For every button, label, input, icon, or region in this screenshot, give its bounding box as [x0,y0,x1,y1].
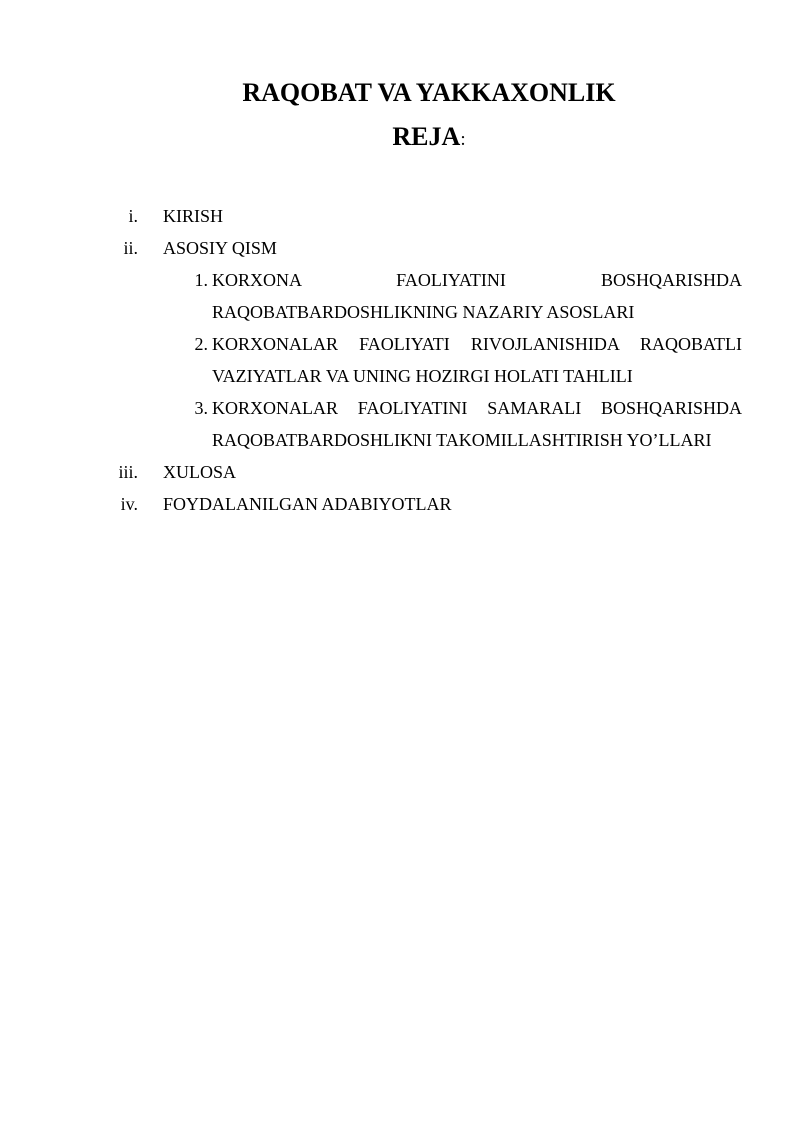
sublist-item-label: KORXONALAR FAOLIYATINI SAMARALI BOSHQARISHDA RAQOBATBARDOSHLIKNI TAKOMILLASHTIRISH YO’LLARI [212,398,742,450]
document-title: RAQOBAT VA YAKKAXONLIK [242,78,616,107]
plan-heading-colon: : [460,129,466,150]
plan-heading [0,120,800,157]
outline-item-number: i. [128,206,138,226]
outline-item-label: XULOSA [163,462,237,482]
outline-item-references [0,488,800,520]
outline-item-number: iii. [118,462,138,482]
outline-item-label: KIRISH [163,206,224,226]
outline-item-conclusion [0,456,800,488]
outline-item-main-part [0,232,800,264]
sublist-item-number: 2. [194,334,208,354]
main-part-sublist [0,264,800,456]
outline-item-introduction [0,200,800,232]
sublist-item-2 [0,328,800,392]
outline-list [0,200,800,520]
outline-item-number: ii. [123,238,138,258]
sublist-item-number: 1. [194,270,208,290]
sublist-item-number: 3. [194,398,208,418]
sublist-item-3 [0,392,800,456]
plan-heading-text: REJA [392,122,461,151]
outline-item-label: ASOSIY QISM [163,238,277,258]
sublist-item-label: KORXONA FAOLIYATINI BOSHQARISHDA RAQOBATBARDOSHLIKNING NAZARIY ASOSLARI [212,270,742,322]
sublist-item-label: KORXONALAR FAOLIYATI RIVOJLANISHIDA RAQOBATLI VAZIYATLAR VA UNING HOZIRGI HOLATI TAHLILI [212,334,742,386]
sublist-item-1 [0,264,800,328]
outline-item-number: iv. [120,494,138,514]
outline-item-label: FOYDALANILGAN ADABIYOTLAR [163,494,452,514]
